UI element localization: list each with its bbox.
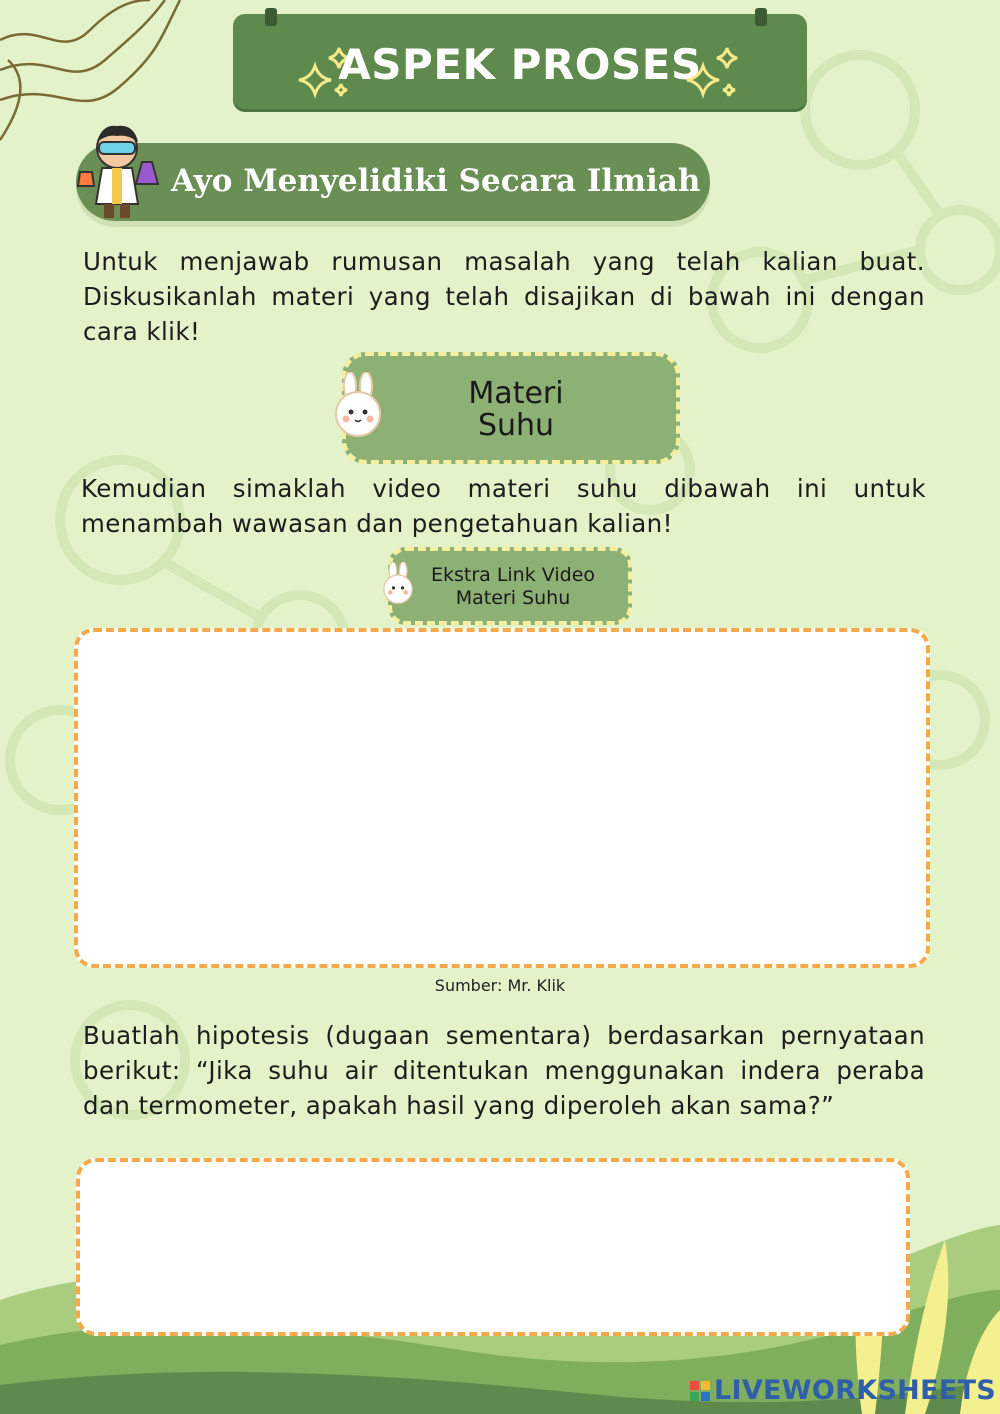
logo-text: LIVEWORKSHEETS bbox=[714, 1375, 997, 1406]
hypothesis-answer-field[interactable] bbox=[76, 1158, 910, 1336]
hypothesis-question: Buatlah hipotesis (dugaan sementara) berdasarkan pernyataan berikut: “Jika suhu air ditentukan menggunakan indera peraba dan termometer, apakah hasil yang diperoleh akan sama?” bbox=[83, 1021, 925, 1120]
pin-left bbox=[265, 8, 277, 26]
materi-button-line1: Materi bbox=[468, 376, 564, 411]
title-banner bbox=[233, 14, 807, 109]
sparkle-icon bbox=[683, 44, 743, 104]
bunny-icon bbox=[380, 558, 416, 610]
section-title: Ayo Menyelidiki Secara Ilmiah bbox=[171, 163, 701, 199]
video-embed-area[interactable] bbox=[74, 628, 930, 968]
scientist-icon bbox=[72, 122, 162, 222]
page-title: ASPEK PROSES bbox=[338, 40, 702, 89]
video-button-line2: Materi Suhu bbox=[455, 587, 571, 609]
materi-button-line2: Suhu bbox=[477, 408, 555, 443]
intro-text: Untuk menjawab rumusan masalah yang telah kalian buat. Diskusikanlah materi yang telah disajikan di bawah ini dengan cara klik! bbox=[83, 247, 925, 346]
video-link-button[interactable] bbox=[388, 547, 632, 625]
pin-right bbox=[755, 8, 767, 26]
video-button-line1: Ekstra Link Video bbox=[430, 564, 596, 586]
liveworksheets-logo-icon bbox=[690, 1381, 710, 1401]
video-source-caption: Sumber: Mr. Klik bbox=[434, 976, 566, 995]
bunny-icon bbox=[330, 372, 386, 440]
section-banner bbox=[76, 143, 710, 221]
liveworksheets-logo[interactable] bbox=[690, 1375, 996, 1406]
materi-suhu-button[interactable] bbox=[342, 352, 680, 464]
video-text: Kemudian simaklah video materi suhu dibawah ini untuk menambah wawasan dan pengetahuan kalian! bbox=[81, 474, 926, 538]
